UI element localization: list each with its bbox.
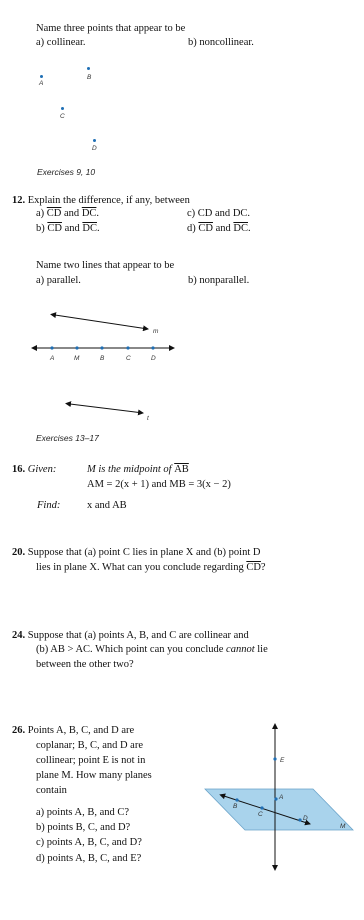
point-d-dot bbox=[93, 139, 96, 142]
label-c: C bbox=[258, 811, 263, 818]
label-d: D bbox=[303, 815, 308, 822]
exercise-26-line5: contain bbox=[36, 785, 67, 796]
segment-ab: $\overline{AB}$ bbox=[174, 464, 189, 475]
row-label-a: A bbox=[50, 355, 55, 362]
exercise-16-find: x and AB bbox=[87, 500, 127, 511]
point-d-dot bbox=[151, 346, 154, 349]
exercise-16-given: 16. Given: bbox=[12, 464, 57, 475]
ray-cd: $\overline{CD}$ bbox=[198, 223, 213, 234]
exercise-12-b: b) $\overline{CD}$ and $\overline{DC}$. bbox=[36, 223, 100, 234]
exercise-16-given-line1: M is the midpoint of $\overline{AB}$ bbox=[87, 464, 189, 475]
exercise-20-line1: 20. Suppose that (a) point C lies in plane X and (b) point D bbox=[12, 547, 261, 558]
point-a-dot bbox=[40, 75, 43, 78]
label-b: B bbox=[233, 803, 238, 810]
caption-exercises-9-10: Exercises 9, 10 bbox=[37, 167, 96, 177]
label-a: A bbox=[279, 794, 284, 801]
option-a-parallel: a) parallel. bbox=[36, 275, 81, 286]
ray-cd: $\overline{CD}$ bbox=[246, 562, 261, 573]
exercise-12-lead: Explain the difference, if any, between bbox=[27, 195, 190, 206]
point-a-dot bbox=[274, 797, 277, 800]
find-label: Find: bbox=[37, 500, 61, 511]
point-c-label: C bbox=[60, 113, 65, 120]
lines-figure-13-17 bbox=[0, 300, 220, 450]
exercise-26-line4: plane M. How many planes bbox=[36, 770, 152, 781]
option-b-noncollinear: b) noncollinear. bbox=[188, 37, 254, 48]
exercise-12 bbox=[12, 194, 190, 207]
point-a-label: A bbox=[39, 80, 44, 87]
exercise-26-line1: 26. Points A, B, C, and D are bbox=[12, 725, 135, 736]
line-dc: $\overline{DC}$ bbox=[82, 223, 97, 234]
line-t-label: t bbox=[147, 415, 149, 422]
exercise-26-c: c) points A, B, C, and D? bbox=[36, 837, 142, 848]
point-c-dot bbox=[260, 806, 263, 809]
ray-dc: $\overline{DC}$ bbox=[233, 223, 248, 234]
length-dc: DC bbox=[232, 208, 248, 219]
point-d-label: D bbox=[92, 145, 97, 152]
exercise-26-a: a) points A, B, and C? bbox=[36, 807, 130, 818]
line-t bbox=[70, 404, 143, 413]
point-b-label: B bbox=[87, 74, 92, 81]
point-a-dot bbox=[50, 346, 53, 349]
exercise-12-a: a) $\overline{CD}$ and $\overline{DC}$. bbox=[36, 208, 100, 219]
exercise-26-d: d) points A, B, C, and E? bbox=[36, 853, 142, 864]
point-b-dot bbox=[100, 346, 103, 349]
exercise-24-line3: between the other two? bbox=[36, 659, 134, 670]
line-m bbox=[55, 315, 148, 329]
point-b-dot bbox=[87, 67, 90, 70]
row-label-m: M bbox=[74, 355, 80, 362]
point-e-dot bbox=[273, 757, 276, 760]
row-label-c: C bbox=[126, 355, 131, 362]
point-m-dot bbox=[75, 346, 78, 349]
point-b-dot bbox=[235, 798, 238, 801]
label-e: E bbox=[280, 757, 285, 764]
segment-cd: $\overline{CD}$ bbox=[46, 208, 62, 219]
exercise-26-line2: coplanar; B, C, and D are bbox=[36, 740, 144, 751]
row-label-b: B bbox=[100, 355, 105, 362]
exercise-16-given-line2: AM = 2(x + 1) and MB = 3(x − 2) bbox=[87, 479, 231, 490]
label-m: M bbox=[340, 823, 346, 830]
prompt-two-lines: Name two lines that appear to be bbox=[36, 260, 175, 271]
exercise-number: 12. bbox=[12, 195, 26, 206]
line-cd: $\overline{CD}$ bbox=[47, 223, 62, 234]
option-b-nonparallel: b) nonparallel. bbox=[188, 275, 250, 286]
exercise-12-d: d) $\overline{CD}$ and $\overline{DC}$. bbox=[187, 223, 251, 234]
point-c-dot bbox=[126, 346, 129, 349]
point-c-dot bbox=[61, 107, 64, 110]
exercise-24-line2: (b) AB > AC. Which point can you conclude cannot lie bbox=[36, 644, 268, 655]
exercise-26-line3: collinear; point E is not in bbox=[36, 755, 146, 766]
line-m-label: m bbox=[153, 328, 159, 335]
caption-exercises-13-17: Exercises 13–17 bbox=[36, 433, 99, 443]
exercise-12-c: c) CD and DC. bbox=[187, 208, 251, 219]
segment-dc: $\overline{DC}$ bbox=[81, 208, 97, 219]
length-cd: CD bbox=[197, 208, 213, 219]
option-a-collinear: a) collinear. bbox=[36, 37, 86, 48]
plane-figure-26 bbox=[200, 720, 360, 880]
row-label-d: D bbox=[151, 355, 156, 362]
exercise-24-line1: 24. Suppose that (a) points A, B, and C are collinear and bbox=[12, 630, 249, 641]
given-label: Given: bbox=[27, 464, 57, 475]
exercise-26-b: b) points B, C, and D? bbox=[36, 822, 131, 833]
exercise-20-line2: lies in plane X. What can you conclude regarding $\overline{CD}$? bbox=[36, 562, 266, 573]
prompt-three-points: Name three points that appear to be bbox=[36, 23, 186, 34]
point-d-dot bbox=[298, 818, 301, 821]
